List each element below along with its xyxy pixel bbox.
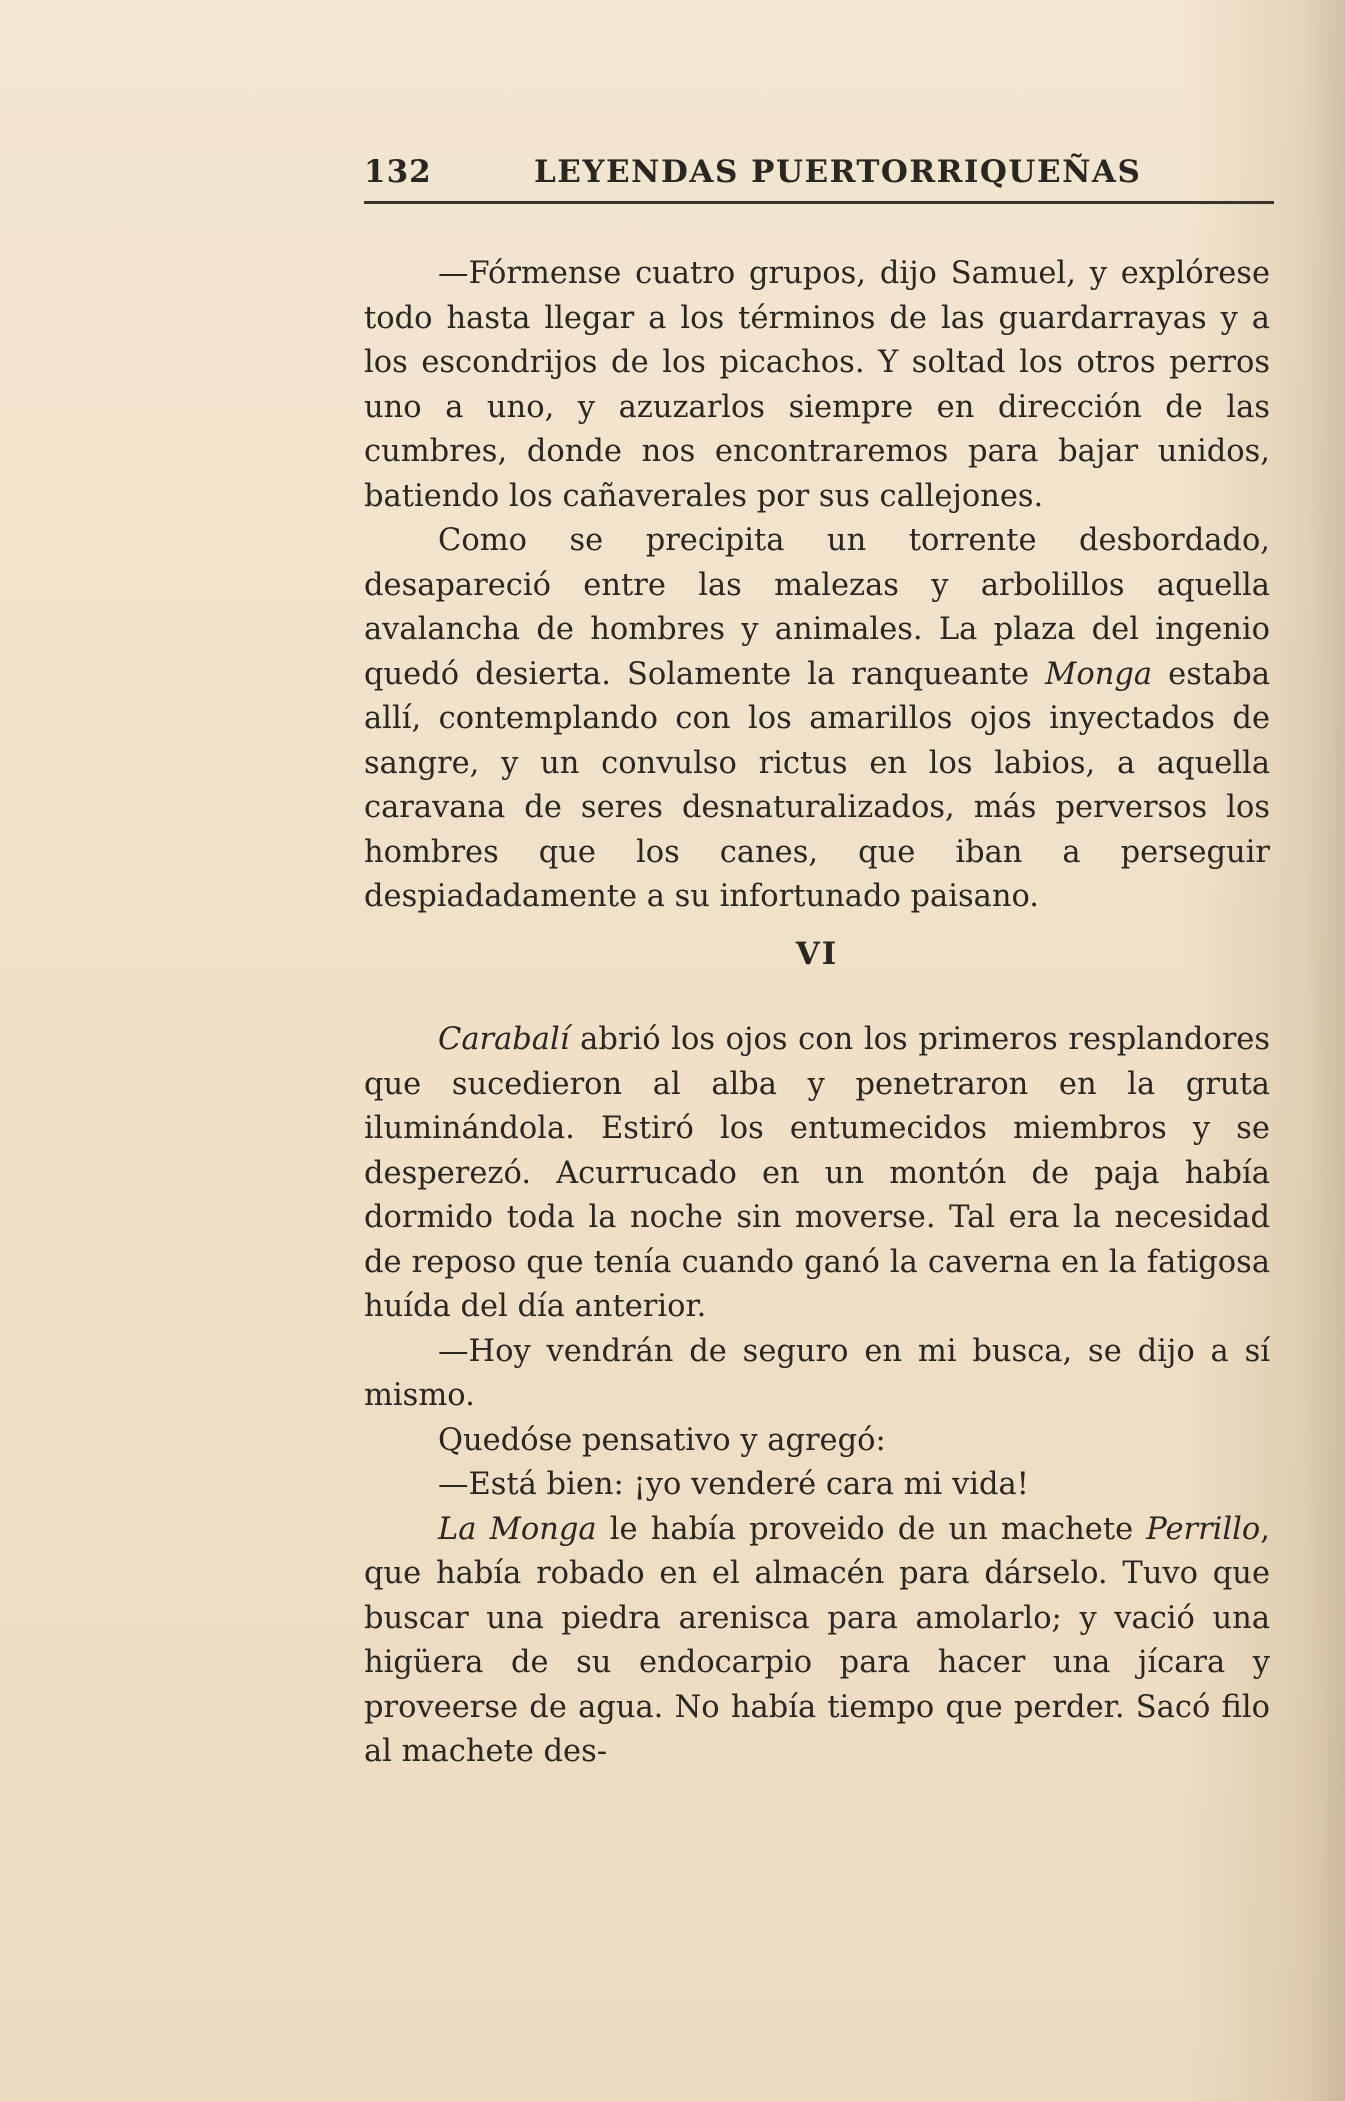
page-number: 132	[364, 154, 432, 190]
paragraph: Como se precipita un torrente desbordado, desapareció entre las malezas y arbolillos aquella avalancha de hombres y animales. La plaza del ingenio quedó desierta. Solamente la ranqueante Monga estaba allí, contemplando con los amarillos ojos inyectados de sangre, y un convulso rictus en los labios, a aquella caravana de seres desnaturalizados, más perversos los hombres que los canes, que iban a perseguir despiadadamente a su infortunado paisano.	[364, 523, 1271, 914]
italic-name: Perrillo	[1146, 1511, 1261, 1547]
paragraph: —Fórmense cuatro grupos, dijo Samuel, y explórese todo hasta llegar a los términos de las guardarrayas y a los escondrijos de los picachos. Y soltad los otros perros uno a uno, y azuzarlos siempre en dirección de las cumbres, donde nos encontraremos para bajar unidos, batiendo los cañaverales por sus callejones.	[364, 256, 1270, 514]
paragraph: Carabalí abrió los ojos con los primeros resplandores que sucedieron al alba y penetraron en la gruta iluminándola. Estiró los entumecidos miembros y se desperezó. Acurrucado en un montón de paja había dormido toda la noche sin moverse. Tal era la necesidad de reposo que tenía cuando ganó la caverna en la fatigosa huída del día anterior.	[364, 1022, 1270, 1324]
paragraph: Quedóse pensativo y agregó:	[438, 1422, 886, 1458]
paragraph: —Está bien: ¡yo venderé cara mi vida!	[438, 1467, 1029, 1502]
italic-name: La Monga	[438, 1511, 597, 1547]
header-rule	[364, 201, 1274, 204]
page-header	[364, 150, 1274, 194]
body-text	[364, 252, 1270, 1775]
paragraph: —Hoy vendrán de seguro en mi busca, se dijo a sí mismo.	[364, 1333, 1270, 1413]
italic-name: Monga	[1045, 656, 1153, 692]
italic-name: Carabalí	[438, 1022, 570, 1057]
paragraph: La Monga le había proveido de un machete Perrillo, que había robado en el almacén para dárselo. Tuvo que buscar una piedra arenisca para amolarlo; y vació una higüera de su endocarpio para hacer una jícara y proveerse de agua. No había tiempo que perder. Sacó filo al machete des-	[364, 1511, 1270, 1769]
section-heading: VI	[795, 935, 839, 972]
running-title: LEYENDAS PUERTORRIQUEÑAS	[534, 154, 1142, 190]
